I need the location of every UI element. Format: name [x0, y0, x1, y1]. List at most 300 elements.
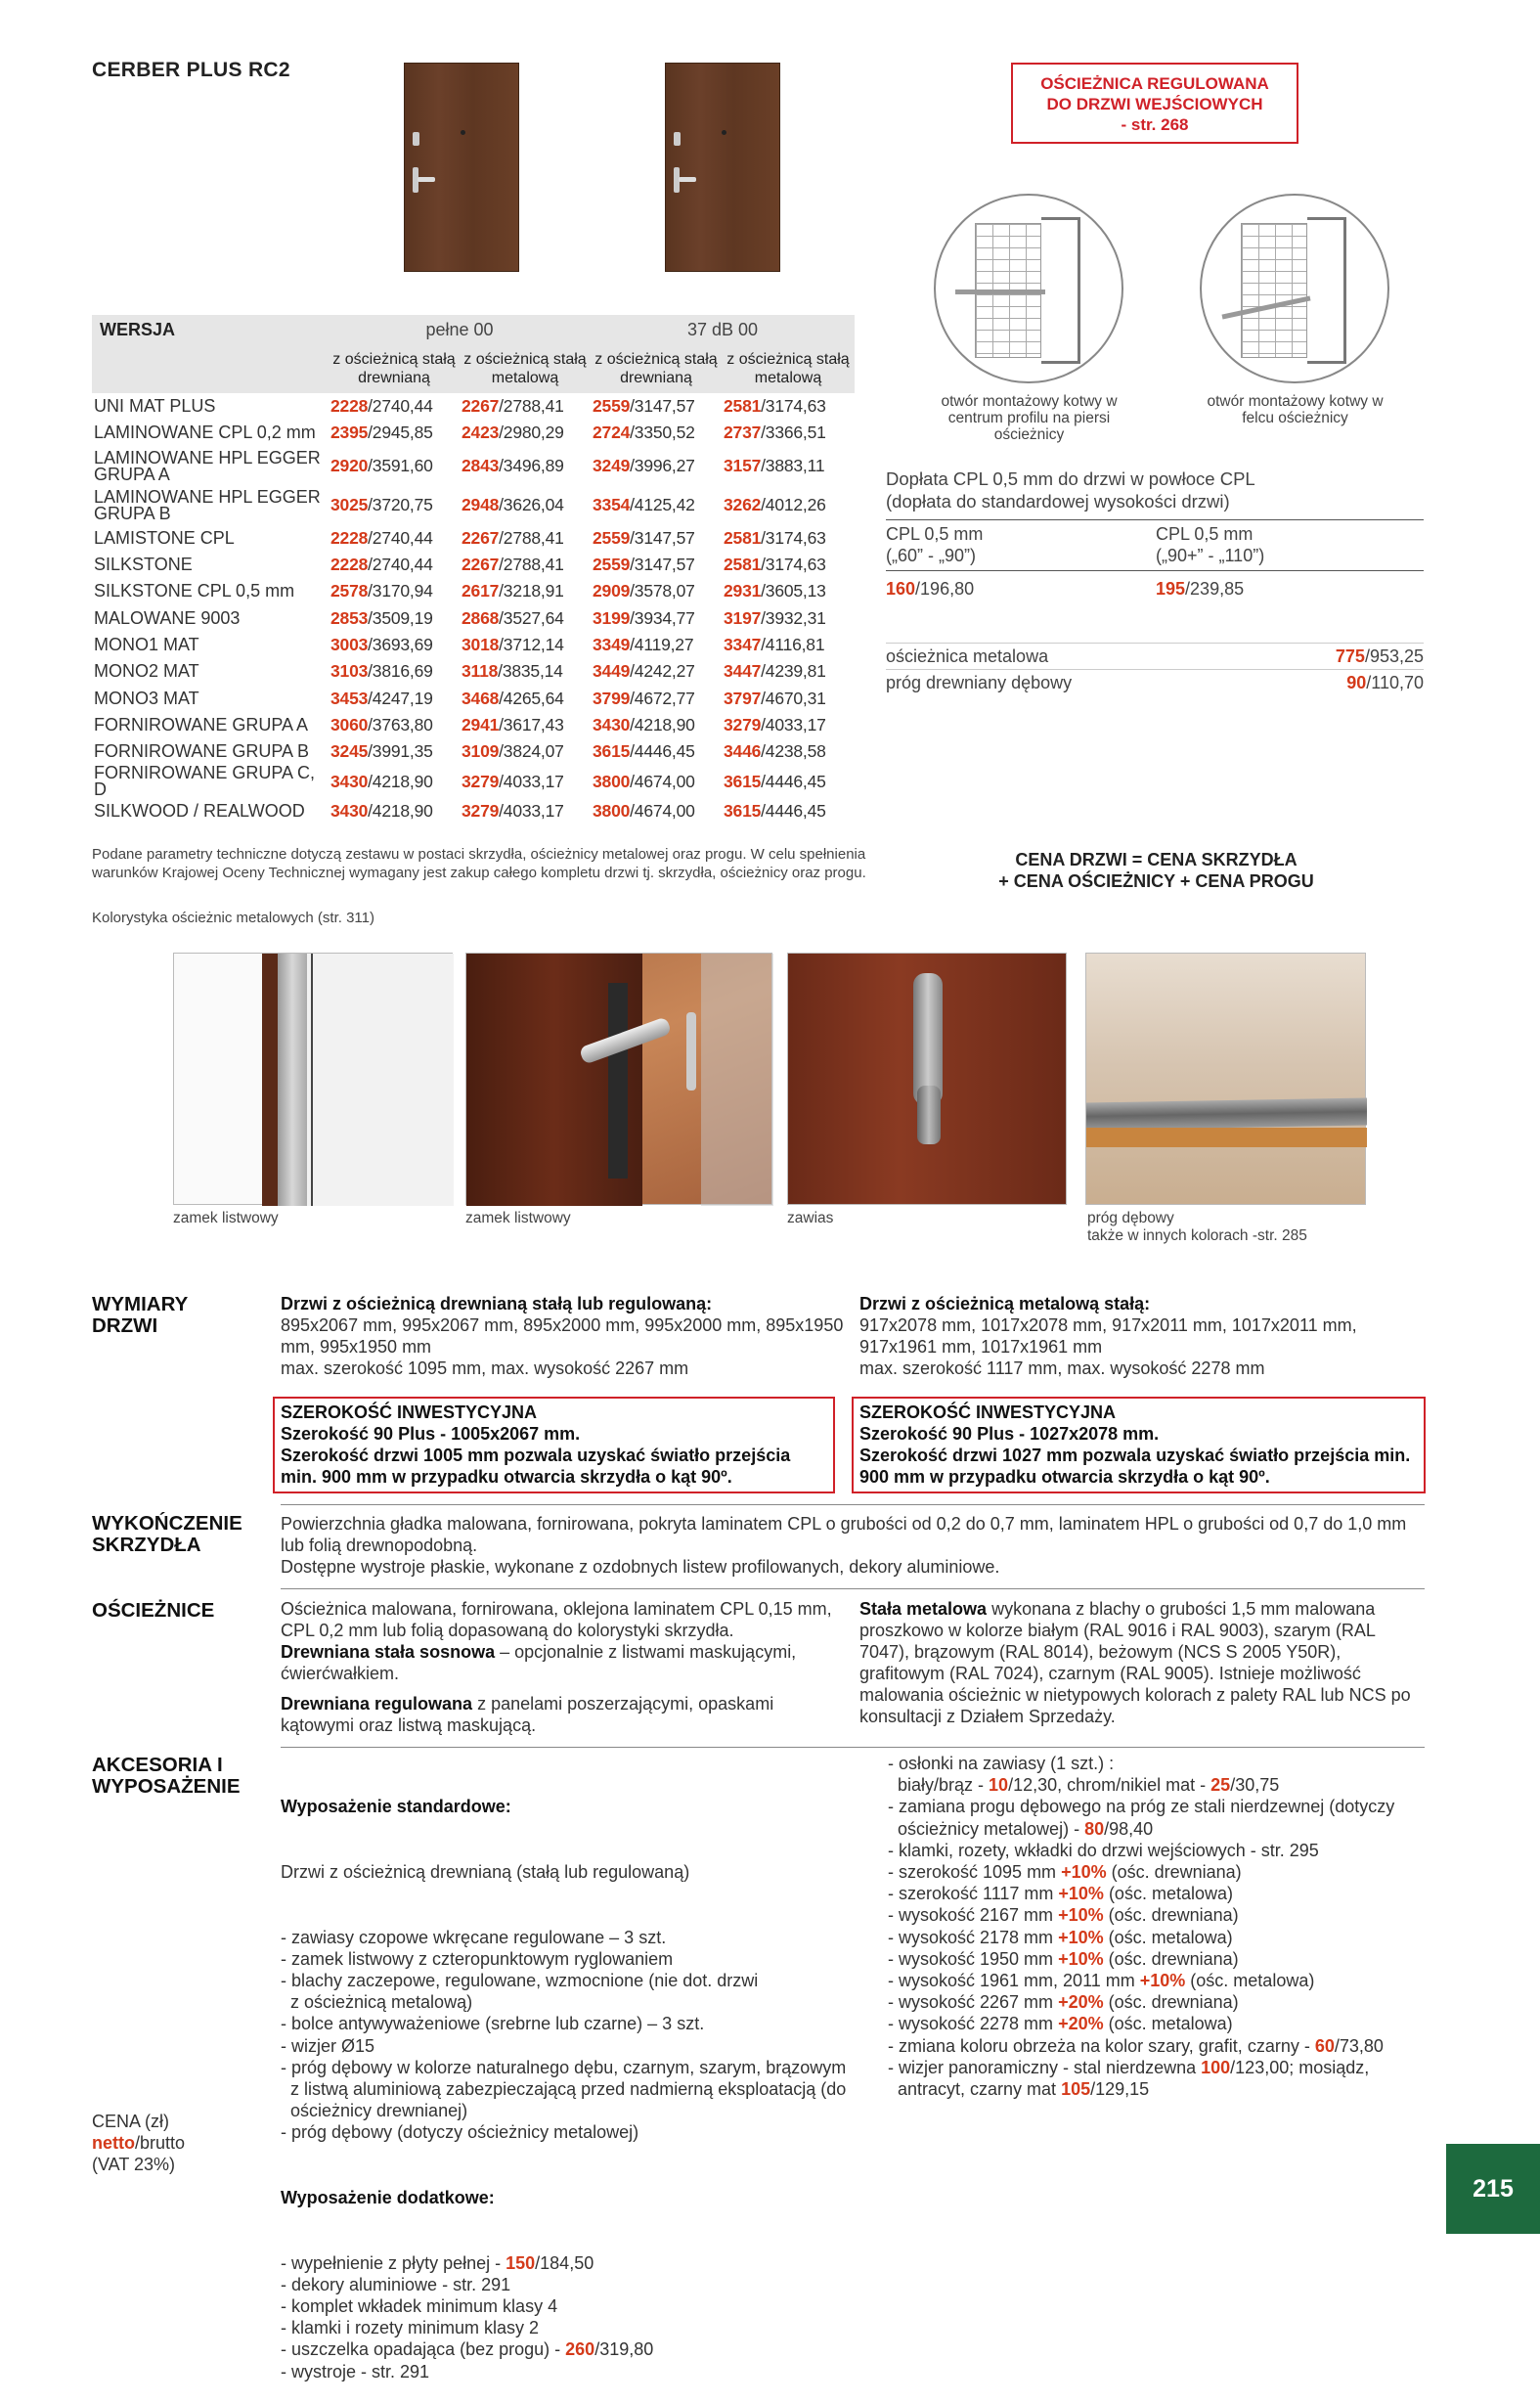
frames-left-2: – opcjonalnie z listwami maskującymi, ćwierćwałkiem. [281, 1642, 797, 1683]
price-gross: /4119,27 [630, 634, 694, 654]
price-gross: /3366,51 [761, 423, 826, 443]
price-cell [460, 738, 591, 765]
price-net: 2617 [462, 581, 500, 601]
item-price-net: +10% [1061, 1862, 1107, 1883]
item-price-net: 60 [1314, 2035, 1335, 2056]
price-cell [329, 420, 460, 446]
price-legend-gross: /brutto [135, 2133, 186, 2153]
equipment-item [281, 2252, 887, 2274]
price-gross: /3720,75 [368, 495, 433, 515]
price-net: 3430 [593, 714, 631, 735]
std-equipment-item: - wizjer Ø15 [281, 2035, 375, 2056]
price-net: 3615 [593, 741, 631, 762]
price-cell [460, 712, 591, 738]
photo-lock-1 [173, 953, 453, 1205]
accessories-right [888, 1753, 1435, 2100]
equipment-item [888, 1904, 1435, 1926]
price-net: 2423 [462, 423, 500, 443]
price-gross: /3350,52 [630, 423, 695, 443]
photo-hinge [787, 953, 1067, 1205]
price-gross: /2945,85 [368, 423, 433, 443]
equipment-item [888, 1927, 1435, 1948]
price-gross: /2980,29 [499, 423, 564, 443]
frames-right-text: wykonana z blachy o grubości 1,5 mm malowana proszkowo w kolorze białym (RAL 9016 i RAL 9003), szarym (RAL 7047), brązowym (RAL 8014), beżowym (NCS S 2005 Y50R), grafitowym (RAL 7024), czarnym (RAL 9005). Istnieje możliwość malowania ościeżnic w nietypowych kolorach z palety RAL lub NCS po konsultacji z Działem Sprzedaży. [859, 1599, 1411, 1726]
price-net: 3615 [724, 801, 762, 822]
section-head-dimensions: WYMIARY DRZWI [92, 1293, 188, 1337]
item-text: biały/brąz - [888, 1775, 990, 1796]
dims-right-title: Drzwi z ościeżnicą metalową stałą: [859, 1294, 1151, 1313]
price-net: 3453 [330, 688, 369, 708]
price-gross: /4674,00 [630, 801, 695, 822]
price-net: 2931 [724, 581, 762, 601]
price-cell [460, 393, 591, 420]
item-price-net: +20% [1058, 2014, 1104, 2034]
item-price-gross: /123,00; mosiądz, [1230, 2057, 1370, 2077]
row-name: FORNIROWANE GRUPA B [94, 741, 310, 762]
equipment-item [888, 2013, 1435, 2034]
price-cell [591, 738, 722, 765]
item-price-net: 100 [1201, 2057, 1231, 2077]
equipment-item [888, 1861, 1435, 1883]
price-cell [722, 604, 855, 631]
price-net: 3103 [330, 661, 369, 682]
price-cell [722, 685, 855, 711]
item-price-net: +10% [1139, 1971, 1186, 1991]
price-net: 3157 [724, 456, 762, 476]
equipment-item [888, 2057, 1435, 2078]
price-cell [722, 658, 855, 685]
price-gross: /3934,77 [630, 607, 695, 628]
item-price-gross: (ośc. metalowa) [1185, 1971, 1315, 1991]
price-net: 3262 [724, 495, 762, 515]
dims-right-text: 917x2078 mm, 1017x2078 mm, 917x2011 mm, 1017x2011 mm, 917x1961 mm, 1017x1961 mm [859, 1315, 1357, 1357]
price-gross: /3626,04 [499, 495, 564, 515]
extra-price: 775/953,25 [1335, 646, 1424, 666]
price-cell [329, 685, 460, 711]
price-gross: /4446,45 [761, 801, 826, 822]
equipment-item [888, 1840, 1435, 1861]
frames-left-3: z panelami poszerzającymi, opaskami kątowymi oraz listwą maskującą. [281, 1694, 774, 1735]
price-gross: /4265,64 [499, 688, 564, 708]
frame-notice-box[interactable] [1011, 63, 1298, 144]
dims-right [859, 1293, 1427, 1379]
price-net: 2941 [462, 714, 500, 735]
subheader: z ościeżnicą stałą metalową [460, 344, 591, 393]
std-equipment-sub: Drzwi z ościeżnicą drewnianą (stałą lub regulowaną) [281, 1862, 690, 1883]
price-cell [460, 798, 591, 824]
frame-diagram-1 [934, 194, 1123, 383]
item-price-net: 80 [1084, 1818, 1105, 1839]
price-cell [460, 685, 591, 711]
price-cell [591, 393, 722, 420]
price-row [92, 685, 855, 711]
price-gross: /4247,19 [368, 688, 433, 708]
price-legend-line: CENA (zł) [92, 2112, 170, 2131]
price-cell [722, 552, 855, 578]
item-price-gross: /184,50 [535, 2252, 594, 2273]
price-net: 3799 [593, 688, 631, 708]
price-net: 2581 [724, 527, 762, 548]
section-head-accessories: AKCESORIA I WYPOSAŻENIE [92, 1754, 241, 1798]
item-price-gross: /129,15 [1090, 2079, 1150, 2100]
photo-caption: zawias [787, 1210, 834, 1226]
subheader: z ościeżnicą stałą drewnianą [591, 344, 722, 393]
price-row [92, 658, 855, 685]
item-text: - zmiana koloru obrzeża na kolor szary, grafit, czarny - [888, 2035, 1315, 2056]
dims-left-text: 895x2067 mm, 995x2067 mm, 895x2000 mm, 995x2000 mm, 895x1950 mm, 995x1950 mm [281, 1315, 844, 1357]
price-cell [722, 632, 855, 658]
price-cell [722, 578, 855, 604]
item-text: - wysokość 1950 mm [888, 1948, 1059, 1969]
price-cell [722, 393, 855, 420]
price-gross: /4033,17 [761, 714, 826, 735]
price-gross: /4672,77 [630, 688, 695, 708]
price-cell [329, 632, 460, 658]
price-net: 3430 [330, 771, 369, 791]
frames-left-1: Ościeżnica malowana, fornirowana, oklejona laminatem CPL 0,15 mm, CPL 0,2 mm lub folią dopasowaną do kolorystyki skrzydła. [281, 1599, 832, 1640]
price-net: 3800 [593, 801, 631, 822]
price-gross: /3883,11 [761, 456, 825, 476]
color-note-link[interactable]: Kolorystyka ościeżnic metalowych (str. 311) [92, 910, 374, 926]
item-price-gross: (ośc. drewniana) [1103, 1948, 1239, 1969]
price-legend-line: (VAT 23%) [92, 2155, 176, 2174]
item-text: - wysokość 2178 mm [888, 1927, 1059, 1947]
item-price-gross: /30,75 [1230, 1775, 1280, 1796]
row-name: SILKSTONE [94, 555, 193, 575]
price-net: 2228 [330, 555, 369, 575]
price-net: 2843 [462, 456, 500, 476]
price-cell [329, 604, 460, 631]
cpl-col1-header: CPL 0,5 mm [886, 524, 984, 544]
item-price-net: +10% [1058, 1927, 1104, 1947]
formula-line: CENA DRZWI = CENA SKRZYDŁA [1015, 850, 1298, 869]
price-gross: /4033,17 [499, 801, 564, 822]
price-gross: /4239,81 [761, 661, 826, 682]
item-price-gross: (ośc. drewniana) [1103, 1992, 1239, 2013]
price-gross: /3147,57 [630, 527, 695, 548]
price-gross: /3147,57 [630, 396, 695, 417]
price-gross: /3617,43 [499, 714, 564, 735]
cpl-col2-header: CPL 0,5 mm [1156, 524, 1254, 544]
price-row [92, 393, 855, 420]
price-net: 3197 [724, 607, 762, 628]
price-net: 3109 [462, 741, 500, 762]
item-price-net: 260 [565, 2339, 595, 2360]
price-row [92, 486, 855, 525]
box-line: Szerokość drzwi 1027 mm pozwala uzyskać światło przejścia min. 900 mm w przypadku otwarcia skrzydła o kąt 90º. [859, 1446, 1411, 1487]
price-net: 2853 [330, 607, 369, 628]
price-cell [591, 420, 722, 446]
price-cell [722, 486, 855, 525]
item-text: - wysokość 2167 mm [888, 1905, 1059, 1926]
price-gross: /4446,45 [761, 771, 826, 791]
item-price-net: 10 [989, 1775, 1009, 1796]
item-text: - szerokość 1117 mm [888, 1884, 1059, 1904]
price-cell [329, 658, 460, 685]
price-row [92, 552, 855, 578]
row-name: MONO3 MAT [94, 688, 199, 708]
equipment-item [281, 2317, 887, 2338]
price-gross: /3578,07 [630, 581, 695, 601]
price-cell [329, 712, 460, 738]
std-equipment-item: - zamek listwowy z czteropunktowym ryglowaniem [281, 1948, 674, 1969]
price-net: 2559 [593, 527, 631, 548]
equipment-item [281, 2338, 887, 2360]
price-row [92, 738, 855, 765]
price-gross: /3835,14 [498, 661, 563, 682]
equipment-item [888, 1970, 1435, 1991]
price-cell [329, 486, 460, 525]
item-price-gross: (ośc. metalowa) [1103, 2014, 1233, 2034]
item-text: - osłonki na zawiasy (1 szt.) : [888, 1754, 1115, 1773]
price-net: 3060 [330, 714, 369, 735]
photo-caption: zamek listwowy [173, 1210, 279, 1226]
cpl-surcharge-title: Dopłata CPL 0,5 mm do drzwi w powłoce CPL (dopłata do standardowej wysokości drzwi) [886, 468, 1255, 512]
price-row [92, 712, 855, 738]
price-cell [722, 712, 855, 738]
price-gross: /4218,90 [368, 801, 433, 822]
extra-label: ościeżnica metalowa [886, 646, 1049, 666]
std-equipment-item: z ościeżnicą metalową) [281, 1992, 473, 2013]
equipment-item [888, 1753, 1435, 1774]
door-image-full [404, 63, 519, 272]
photo-caption: zamek listwowy [465, 1210, 571, 1226]
equipment-item [888, 1818, 1435, 1840]
extra-label: próg drewniany dębowy [886, 673, 1073, 692]
price-gross: /2740,44 [368, 396, 433, 417]
equipment-item [281, 2274, 887, 2295]
equipment-item [888, 1774, 1435, 1796]
photo-caption [1087, 1210, 1307, 1245]
photo-threshold [1085, 953, 1366, 1205]
item-text: - wypełnienie z płyty pełnej - [281, 2252, 506, 2273]
price-net: 3349 [593, 634, 631, 654]
price-row [92, 578, 855, 604]
price-cell [460, 486, 591, 525]
std-equipment-item: - blachy zaczepowe, regulowane, wzmocnione (nie dot. drzwi [281, 1971, 759, 1991]
price-gross: /3591,60 [368, 456, 433, 476]
photo-caption-line: próg dębowy [1087, 1210, 1174, 1226]
price-legend-net: netto [92, 2133, 135, 2153]
item-text: - wystroje - str. 291 [281, 2361, 430, 2382]
price-net: 3025 [330, 495, 369, 515]
item-price-net: 25 [1210, 1775, 1231, 1796]
price-cell [460, 765, 591, 798]
item-price-gross: /73,80 [1334, 2035, 1384, 2056]
price-gross: /3693,69 [368, 634, 433, 654]
price-gross: /3147,57 [630, 555, 695, 575]
price-net: 3245 [330, 741, 369, 762]
price-gross: /2788,41 [499, 555, 564, 575]
frame-notice-line: - str. 268 [1121, 115, 1189, 134]
item-price-gross: (ośc. metalowa) [1103, 1884, 1233, 1904]
group-header-37db: 37 dB 00 [591, 315, 855, 344]
std-equipment-title: Wyposażenie standardowe: [281, 1797, 511, 1817]
price-gross: /4116,81 [761, 634, 825, 654]
item-price-gross: /98,40 [1104, 1818, 1154, 1839]
price-gross: /3605,13 [761, 581, 826, 601]
price-net: 3249 [593, 456, 631, 476]
std-equipment-item: - próg dębowy w kolorze naturalnego dębu, czarnym, szarym, brązowym [281, 2057, 847, 2077]
price-net: 3430 [330, 801, 369, 822]
add-equipment-title: Wyposażenie dodatkowe: [281, 2188, 495, 2208]
frame-diagram-2 [1200, 194, 1389, 383]
price-cell [460, 604, 591, 631]
price-cell [460, 632, 591, 658]
photo-lock-2 [465, 953, 772, 1205]
group-header-full: pełne 00 [329, 315, 591, 344]
price-net: 2920 [330, 456, 369, 476]
price-row [92, 632, 855, 658]
price-cell [329, 447, 460, 486]
price-net: 2909 [593, 581, 631, 601]
item-text: - klamki i rozety minimum klasy 2 [281, 2318, 540, 2338]
price-gross: /3712,14 [499, 634, 564, 654]
price-net: 3199 [593, 607, 631, 628]
item-text: - komplet wkładek minimum klasy 4 [281, 2296, 558, 2317]
equipment-item [888, 2078, 1435, 2100]
price-cell [329, 798, 460, 824]
dims-left-max: max. szerokość 1095 mm, max. wysokość 2267 mm [281, 1358, 689, 1378]
price-table [92, 315, 855, 825]
item-price-gross: (ośc. drewniana) [1106, 1862, 1242, 1883]
equipment-item [281, 2361, 887, 2382]
item-price-net: 105 [1061, 2079, 1091, 2100]
price-net: 3279 [724, 714, 762, 735]
box-line: SZEROKOŚĆ INWESTYCYJNA [281, 1402, 538, 1422]
price-gross: /2788,41 [499, 396, 564, 417]
cpl-col2-price: 195/239,85 [1156, 579, 1245, 599]
price-cell [591, 712, 722, 738]
row-name: LAMINOWANE HPL EGGER GRUPA B [94, 486, 321, 523]
price-cell [591, 486, 722, 525]
price-gross: /4033,17 [499, 771, 564, 791]
price-gross: /3824,07 [499, 741, 564, 762]
price-cell [591, 525, 722, 552]
price-gross: /2740,44 [368, 527, 433, 548]
price-net: 2948 [462, 495, 500, 515]
price-gross: /3170,94 [368, 581, 433, 601]
price-cell [329, 393, 460, 420]
price-net: 2737 [724, 423, 762, 443]
price-gross: /4012,26 [761, 495, 826, 515]
door-image-37db [665, 63, 780, 272]
price-net: 3354 [593, 495, 631, 515]
price-cell [591, 685, 722, 711]
row-name: LAMINOWANE HPL EGGER GRUPA A [94, 447, 321, 484]
item-price-net: 150 [506, 2252, 536, 2273]
price-cell [722, 738, 855, 765]
price-cell [591, 552, 722, 578]
item-price-gross: (ośc. metalowa) [1103, 1927, 1233, 1947]
cpl-col2-range: („90+” - „110”) [1156, 546, 1265, 565]
price-cell [722, 447, 855, 486]
row-name: UNI MAT PLUS [94, 396, 216, 417]
price-net: 2228 [330, 396, 369, 417]
price-net: 3449 [593, 661, 631, 682]
row-name: LAMINOWANE CPL 0,2 mm [94, 423, 316, 443]
photo-caption-line[interactable]: także w innych kolorach -str. 285 [1087, 1227, 1307, 1244]
diagram-caption-1: otwór montażowy kotwy w centrum profilu na piersi ościeżnicy [941, 393, 1118, 443]
price-gross: /2740,44 [368, 555, 433, 575]
std-equipment-item: - zawiasy czopowe wkręcane regulowane – 3 szt. [281, 1927, 667, 1947]
equipment-item [888, 1991, 1435, 2013]
price-cell [591, 447, 722, 486]
row-name: LAMISTONE CPL [94, 527, 235, 548]
price-row [92, 798, 855, 824]
price-row [92, 604, 855, 631]
std-equipment-item: - próg dębowy (dotyczy ościeżnicy metalowej) [281, 2122, 639, 2143]
price-cell [591, 632, 722, 658]
row-name: SILKWOOD / REALWOOD [94, 801, 305, 822]
row-name: MONO2 MAT [94, 661, 199, 682]
price-net: 3446 [724, 741, 762, 762]
price-cell [722, 420, 855, 446]
box-line: SZEROKOŚĆ INWESTYCYJNA [859, 1402, 1117, 1422]
price-gross: /4238,58 [761, 741, 826, 762]
item-text: - wysokość 2267 mm [888, 1992, 1059, 2013]
price-cell [460, 525, 591, 552]
item-text: - wysokość 2278 mm [888, 2014, 1059, 2034]
frames-right-bold: Stała metalowa [859, 1599, 988, 1619]
equipment-item [888, 1883, 1435, 1904]
item-text: - klamki, rozety, wkładki do drzwi wejściowych - str. 295 [888, 1840, 1319, 1860]
frames-left [281, 1598, 843, 1736]
price-net: 3615 [724, 771, 762, 791]
std-equipment-item: z listwą aluminiową zabezpieczającą przed nadmierną eksploatacją (do [281, 2079, 847, 2100]
box-line: Szerokość 90 Plus - 1027x2078 mm. [859, 1424, 1160, 1444]
item-text: antracyt, czarny mat [888, 2079, 1062, 2100]
item-price-net: +10% [1058, 1948, 1104, 1969]
price-cell [460, 658, 591, 685]
price-cell [591, 578, 722, 604]
price-gross: /3763,80 [368, 714, 433, 735]
std-equipment-item: ościeżnicy drewnianej) [281, 2101, 468, 2121]
price-row [92, 525, 855, 552]
price-legend [92, 2111, 185, 2175]
price-gross: /4446,45 [630, 741, 695, 762]
row-name: MONO1 MAT [94, 634, 199, 654]
item-text: - wizjer panoramiczny - stal nierdzewna [888, 2057, 1202, 2077]
row-name: FORNIROWANE GRUPA C, D [94, 763, 316, 800]
price-gross: /4218,90 [630, 714, 695, 735]
price-cell [591, 798, 722, 824]
price-cell [329, 765, 460, 798]
price-net: 2267 [462, 555, 500, 575]
price-gross: /3527,64 [499, 607, 564, 628]
price-gross: /3174,63 [761, 527, 826, 548]
price-net: 3279 [462, 801, 500, 822]
price-gross: /3496,89 [499, 456, 564, 476]
price-net: 3118 [462, 661, 499, 682]
box-line: Szerokość 90 Plus - 1005x2067 mm. [281, 1424, 581, 1444]
formula-line: + CENA OŚCIEŻNICY + CENA PROGU [998, 871, 1314, 891]
item-text: - wysokość 1961 mm, 2011 mm [888, 1971, 1140, 1991]
price-cell [591, 765, 722, 798]
cpl-col1-price: 160/196,80 [886, 579, 975, 599]
equipment-item [888, 1796, 1435, 1817]
version-header: WERSJA [92, 315, 329, 344]
price-cell [591, 604, 722, 631]
price-gross: /3509,19 [368, 607, 433, 628]
dims-right-max: max. szerokość 1117 mm, max. wysokość 2278 mm [859, 1358, 1265, 1378]
price-cell [460, 447, 591, 486]
item-price-net: +10% [1058, 1884, 1104, 1904]
price-net: 2581 [724, 396, 762, 417]
finish-text-2: Dostępne wystroje płaskie, wykonane z ozdobnych listew profilowanych, dekory aluminiowe. [281, 1557, 1000, 1577]
item-price-gross: /319,80 [594, 2339, 654, 2360]
diagram-caption-2: otwór montażowy kotwy w felcu ościeżnicy [1207, 393, 1384, 426]
